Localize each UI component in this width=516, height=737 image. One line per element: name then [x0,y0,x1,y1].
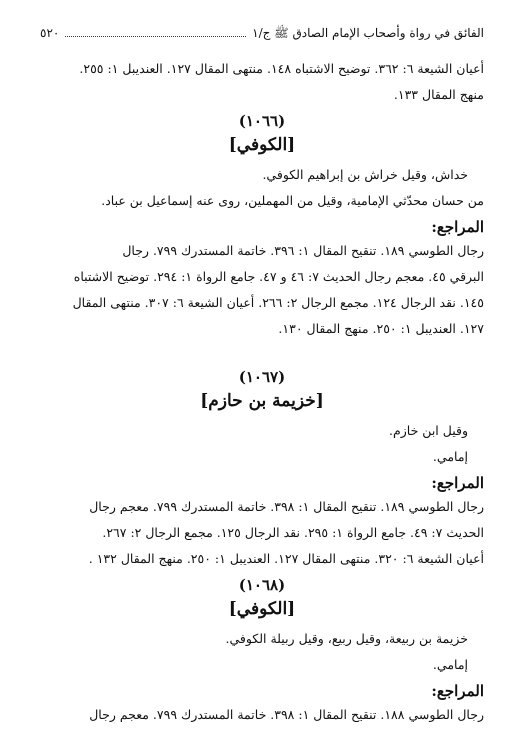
entry-title: [الكوفي] [228,135,296,155]
entry-body: خزيمة بن ربيعة، وقيل ربيع، وقيل ربيلة الكوفي. [225,631,468,646]
book-title: الفائق في رواة وأصحاب الإمام الصادق ﷺ ج/١ [252,26,484,40]
spacer [40,342,484,364]
sources-line: رجال الطوسي ١٨٩. تنقيح المقال ١: ٣٩٦. خاتمة المستدرك ٧٩٩. رجال [122,243,484,258]
sources-heading: المراجع: [431,218,484,236]
entry [40,110,484,342]
sources-heading: المراجع: [431,682,484,700]
sources-heading: المراجع: [431,474,484,492]
entry [40,366,484,572]
entry [40,574,484,728]
entry-title: [خزيمة بن حازم] [200,391,324,411]
sources-line: البرقي ٤٥. معجم رجال الحديث ٧: ٤٦ و ٤٧. جامع الرواة ١: ٢٩٤. توضيح الاشتباه [73,269,484,284]
running-header [40,24,484,42]
entry-number: (١٠٦٧) [238,368,286,386]
book-page [40,24,484,728]
entry-title: [الكوفي] [228,599,296,619]
page-number: ٥٢٠ [40,26,60,40]
sources-line: ١٤٥. نقد الرجال ١٢٤. مجمع الرجال ٢: ٢٦٦. أعيان الشيعة ٦: ٣٠٧. منتهى المقال [72,295,484,310]
entry-body: إمامي. [432,657,468,672]
entry-body: إمامي. [432,449,468,464]
sources-line: رجال الطوسي ١٨٩. تنقيح المقال ١: ٣٩٨. خاتمة المستدرك ٧٩٩. معجم رجال [89,499,484,514]
entry-number: (١٠٦٨) [238,576,286,594]
entry-body: خداش، وقيل خراش بن إبراهيم الكوفي. [262,167,468,182]
sources-line: الحديث ٧: ٤٩. جامع الرواة ١: ٢٩٥. نقد الرجال ١٢٥. مجمع الرجال ٢: ٢٦٧. [102,525,484,540]
sources-line: رجال الطوسي ١٨٨. تنقيح المقال ١: ٣٩٨. خاتمة المستدرك ٧٩٩. معجم رجال [89,707,484,722]
entry-body: من حسان محدّثي الإمامية، وقيل من المهملين، روى عنه إسماعيل بن عباد. [101,193,484,208]
entry-body: وقيل ابن خازم. [389,423,468,438]
intro-line: أعيان الشيعة ٦: ٣٦٢. توضيح الاشتباه ١٤٨. منتهى المقال ١٢٧. العنديبل ١: ٢٥٥. [79,61,484,76]
entry-number: (١٠٦٦) [238,112,286,130]
sources-line: أعيان الشيعة ٦: ٣٢٠. منتهى المقال ١٢٧. العنديبل ١: ٢٥٠. منهج المقال ١٣٢ . [88,551,484,566]
header-dots-divider [65,36,246,37]
sources-line: ١٢٧. العنديبل ١: ٢٥٠. منهج المقال ١٣٠. [278,321,484,336]
intro-line: منهج المقال ١٣٣. [393,87,484,102]
